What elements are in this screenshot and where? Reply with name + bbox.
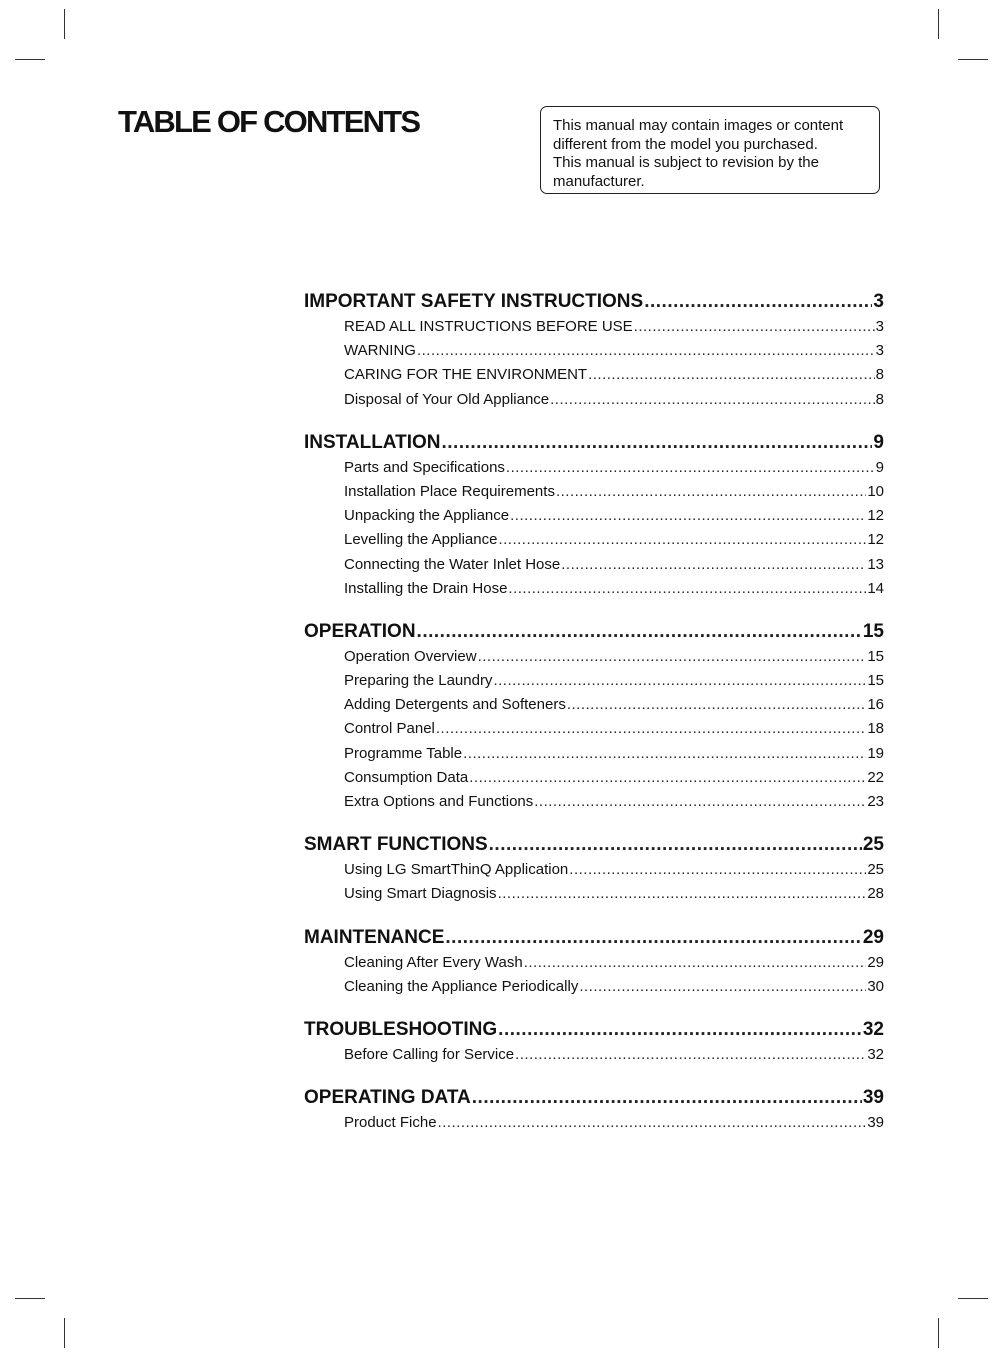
dot-leader [510,507,866,524]
toc-entry[interactable] [304,720,884,744]
dot-leader [436,720,866,737]
toc-entry-page: 15 [867,672,884,690]
toc-section-heading[interactable] [304,1087,884,1114]
crop-mark [64,1318,65,1348]
toc-entry[interactable] [304,1046,884,1070]
crop-mark [64,9,65,39]
toc-entry-title: Consumption Data [344,768,469,786]
dot-leader [588,366,875,383]
toc-entry-title: Using Smart Diagnosis [344,885,497,903]
toc-entry[interactable] [304,459,884,483]
toc-section [304,432,884,604]
toc-entry-page: 10 [867,482,884,500]
crop-mark [958,1298,988,1299]
toc-section-page: 3 [873,291,884,312]
crop-mark [15,1298,45,1299]
toc-entry-page: 19 [867,744,884,762]
toc-section-page: 32 [862,1018,884,1040]
table-of-contents [304,291,884,1155]
toc-entry-page: 8 [875,390,884,408]
dot-leader [417,342,875,359]
toc-entry-page: 3 [875,318,884,335]
toc-entry[interactable] [304,648,884,672]
dot-leader [472,1087,862,1109]
toc-entry[interactable] [304,793,884,817]
crop-mark [15,59,45,60]
toc-entry-page: 8 [875,366,884,384]
toc-entry[interactable] [304,483,884,507]
dot-leader [489,834,862,856]
dot-leader [556,483,866,500]
dot-leader [438,1114,867,1131]
toc-entry-title: Installation Place Requirements [344,482,555,500]
toc-entry[interactable] [304,1114,884,1138]
dot-leader [445,927,861,949]
toc-entry-page: 25 [867,861,884,879]
notice-line: different from the model you purchased. [553,135,818,153]
toc-entry-title: CARING FOR THE ENVIRONMENT [344,366,588,384]
toc-entry-title: Parts and Specifications [344,458,505,476]
dot-leader [561,556,866,573]
toc-entry[interactable] [304,342,884,366]
toc-entry-title: Levelling the Appliance [344,531,498,549]
toc-section [304,1019,884,1070]
toc-entry-title: WARNING [344,342,416,360]
dot-leader [524,954,867,971]
toc-entry[interactable] [304,318,884,342]
toc-entry-title: Using LG SmartThinQ Application [344,861,569,879]
toc-entry-title: Operation Overview [344,647,477,665]
toc-section [304,621,884,817]
toc-entry-title: Before Calling for Service [344,1045,515,1063]
notice-box [540,106,880,194]
toc-section-title: IMPORTANT SAFETY INSTRUCTIONS [304,291,644,312]
dot-leader [569,861,866,878]
toc-section [304,834,884,909]
toc-entry[interactable] [304,954,884,978]
toc-section-heading[interactable] [304,1019,884,1046]
toc-entry-page: 18 [867,720,884,738]
toc-section-heading[interactable] [304,291,884,318]
toc-entry[interactable] [304,769,884,793]
dot-leader [644,291,872,313]
toc-section-title: MAINTENANCE [304,926,445,948]
toc-entry[interactable] [304,531,884,555]
toc-section-title: INSTALLATION [304,431,441,453]
toc-entry[interactable] [304,885,884,909]
toc-entry-page: 28 [867,885,884,903]
toc-entry-page: 23 [867,793,884,810]
notice-line: This manual is subject to revision by the [553,154,819,171]
crop-mark [938,9,939,39]
toc-entry-title: Adding Detergents and Softeners [344,696,566,714]
toc-entry[interactable] [304,391,884,415]
toc-entry-title: Disposal of Your Old Appliance [344,390,550,408]
dot-leader [508,580,866,597]
toc-entry[interactable] [304,745,884,769]
dot-leader [498,1019,862,1041]
dot-leader [478,648,867,665]
dot-leader [506,459,875,476]
toc-section-title: SMART FUNCTIONS [304,834,488,856]
dot-leader [498,531,866,548]
toc-entry-title: Extra Options and Functions [344,793,534,810]
toc-entry-title: Control Panel [344,720,435,738]
toc-section-title: TROUBLESHOOTING [304,1018,498,1040]
toc-entry-title: Preparing the Laundry [344,672,493,690]
notice-line: This manual may contain images or content [553,117,844,134]
toc-entry-page: 30 [867,977,884,995]
toc-entry-page: 32 [867,1045,884,1063]
toc-entry[interactable] [304,507,884,531]
toc-entry-title: Programme Table [344,744,463,762]
dot-leader [550,391,875,408]
toc-section-heading[interactable] [304,621,884,648]
toc-entry-title: Unpacking the Appliance [344,507,510,525]
toc-entry-title: Connecting the Water Inlet Hose [344,555,561,573]
toc-entry-page: 22 [867,768,884,786]
toc-section-title: OPERATING DATA [304,1087,471,1109]
toc-section-page: 39 [862,1087,884,1109]
notice-line: manufacturer. [553,172,645,190]
dot-leader [463,745,866,762]
dot-leader [579,978,866,995]
toc-entry[interactable] [304,556,884,580]
toc-entry-title: Cleaning After Every Wash [344,953,523,971]
toc-entry[interactable] [304,978,884,1002]
toc-entry-page: 39 [867,1114,884,1132]
toc-entry-page: 9 [875,458,884,476]
toc-section-page: 25 [862,834,884,856]
dot-leader [417,621,862,643]
dot-leader [515,1046,866,1063]
toc-entry[interactable] [304,366,884,390]
toc-entry-page: 12 [867,507,884,525]
toc-entry-page: 13 [867,555,884,573]
dot-leader [634,318,875,335]
toc-section-heading[interactable] [304,432,884,459]
crop-mark [938,1318,939,1348]
toc-section [304,927,884,1002]
dot-leader [442,432,873,454]
page-title: TABLE OF CONTENTS [118,104,420,139]
dot-leader [534,793,866,810]
toc-entry-page: 15 [867,647,884,665]
toc-entry-title: Installing the Drain Hose [344,579,508,597]
dot-leader [567,696,866,713]
dot-leader [493,672,866,689]
toc-entry-page: 14 [867,579,884,597]
toc-entry-page: 29 [867,953,884,971]
toc-section-page: 29 [862,926,884,948]
toc-entry-page: 3 [875,342,884,360]
toc-section-title: OPERATION [304,620,416,642]
toc-entry-title: READ ALL INSTRUCTIONS BEFORE USE [344,318,633,335]
toc-section-page: 15 [862,620,884,642]
toc-section-heading[interactable] [304,834,884,861]
toc-section [304,1087,884,1138]
toc-entry-title: Cleaning the Appliance Periodically [344,977,579,995]
toc-entry[interactable] [304,861,884,885]
toc-section [304,291,884,415]
dot-leader [469,769,866,786]
toc-entry-title: Product Fiche [344,1114,437,1132]
toc-entry[interactable] [304,696,884,720]
toc-entry[interactable] [304,672,884,696]
toc-entry-page: 16 [867,696,884,714]
toc-section-heading[interactable] [304,927,884,954]
toc-entry[interactable] [304,580,884,604]
toc-section-page: 9 [873,431,884,453]
dot-leader [498,885,867,902]
crop-mark [958,59,988,60]
toc-entry-page: 12 [867,531,884,549]
